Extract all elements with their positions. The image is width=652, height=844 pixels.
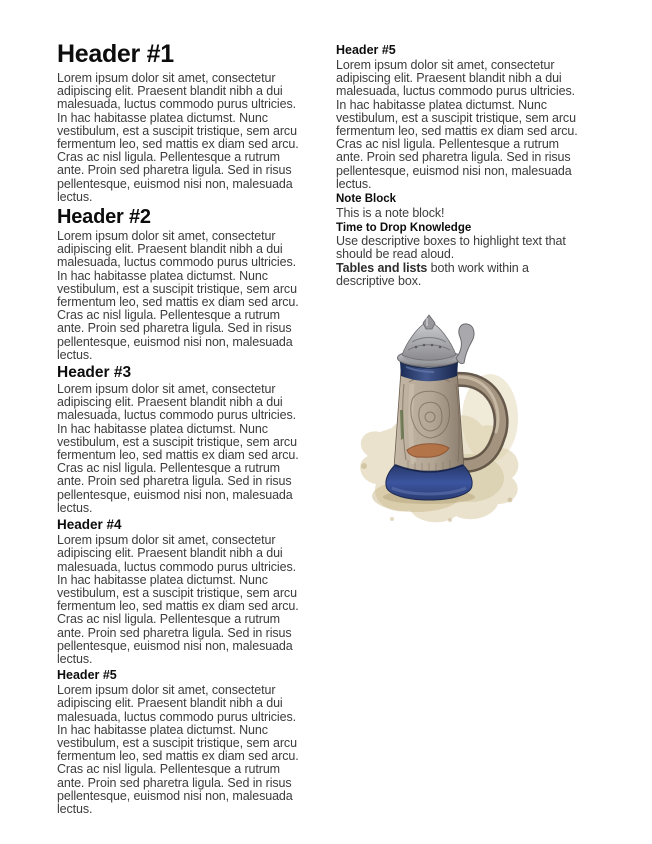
body-paragraph: Lorem ipsum dolor sit amet, consectetur adipiscing elit. Praesent blandit nibh a dui malesuada, luctus commodo purus ultricies. In hac habitasse platea dictumst. Nunc vestibulum, est a suscipit tristique, sem arcu fermentum leo, sed mattis ex diam sed arcu. Cras ac nisl ligula. Pellentesque a rutrum ante. Proin sed pharetra ligula. Sed in risus pellentesque, euismod nisi non, malesuada lectus. xyxy=(57,533,299,666)
wash-speckle xyxy=(448,518,452,522)
body-paragraph: Lorem ipsum dolor sit amet, consectetur adipiscing elit. Praesent blandit nibh a dui malesuada, luctus commodo purus ultricies. In hac habitasse platea dictumst. Nunc vestibulum, est a suscipit tristique, sem arcu fermentum leo, sed mattis ex diam sed arcu. Cras ac nisl ligula. Pellentesque a rutrum ante. Proin sed pharetra ligula. Sed in risus pellentesque, euismod nisi non, malesuada lectus. xyxy=(57,382,299,515)
left-column xyxy=(57,41,307,816)
body-paragraph: Lorem ipsum dolor sit amet, consectetur adipiscing elit. Praesent blandit nibh a dui malesuada, luctus commodo purus ultricies. In hac habitasse platea dictumst. Nunc vestibulum, est a suscipit tristique, sem arcu fermentum leo, sed mattis ex diam sed arcu. Cras ac nisl ligula. Pellentesque a rutrum ante. Proin sed pharetra ligula. Sed in risus pellentesque, euismod nisi non, malesuada lectus. xyxy=(57,683,299,816)
beer-stein-svg xyxy=(352,314,528,528)
section-heading-5-right: Header #5 xyxy=(336,43,396,57)
tables-note xyxy=(336,262,586,288)
beer-stein-illustration xyxy=(352,314,528,528)
body-paragraph: Lorem ipsum dolor sit amet, consectetur adipiscing elit. Praesent blandit nibh a dui malesuada, luctus commodo purus ultricies. In hac habitasse platea dictumst. Nunc vestibulum, est a suscipit tristique, sem arcu fermentum leo, sed mattis ex diam sed arcu. Cras ac nisl ligula. Pellentesque a rutrum ante. Proin sed pharetra ligula. Sed in risus pellentesque, euismod nisi non, malesuada lectus. xyxy=(57,71,299,204)
note-block-text: This is a note block! xyxy=(336,205,445,220)
drop-knowledge-text: Use descriptive boxes to highlight text that should be read aloud. xyxy=(336,234,566,262)
section-heading-3: Header #3 xyxy=(57,364,132,382)
section-heading-4: Header #4 xyxy=(57,517,122,533)
body-paragraph: Lorem ipsum dolor sit amet, consectetur adipiscing elit. Praesent blandit nibh a dui malesuada, luctus commodo purus ultricies. In hac habitasse platea dictumst. Nunc vestibulum, est a suscipit tristique, sem arcu fermentum leo, sed mattis ex diam sed arcu. Cras ac nisl ligula. Pellentesque a rutrum ante. Proin sed pharetra ligula. Sed in risus pellentesque, euismod nisi non, malesuada lectus. xyxy=(336,58,578,191)
body-paragraph: Lorem ipsum dolor sit amet, consectetur adipiscing elit. Praesent blandit nibh a dui malesuada, luctus commodo purus ultricies. In hac habitasse platea dictumst. Nunc vestibulum, est a suscipit tristique, sem arcu fermentum leo, sed mattis ex diam sed arcu. Cras ac nisl ligula. Pellentesque a rutrum ante. Proin sed pharetra ligula. Sed in risus pellentesque, euismod nisi non, malesuada lectus. xyxy=(57,229,299,362)
wash-speckle xyxy=(508,498,513,503)
section-heading-1: Header #1 xyxy=(57,40,174,68)
section-heading-5: Header #5 xyxy=(57,668,117,683)
lid-finial xyxy=(423,315,435,329)
section-heading-2: Header #2 xyxy=(57,206,151,229)
stein-body xyxy=(394,370,464,475)
note-block-label: Note Block xyxy=(336,193,397,206)
wash-speckle xyxy=(390,517,394,521)
wash-speckle xyxy=(361,463,367,469)
drop-knowledge-label: Time to Drop Knowledge xyxy=(336,221,472,234)
tables-note-rest: both work within a descriptive box. xyxy=(336,260,529,288)
lid-thumb-lever xyxy=(456,324,474,364)
tables-note-bold: Tables and lists xyxy=(336,260,428,275)
right-column xyxy=(336,41,586,816)
two-column-layout xyxy=(57,41,595,816)
stein-lid xyxy=(398,315,461,367)
